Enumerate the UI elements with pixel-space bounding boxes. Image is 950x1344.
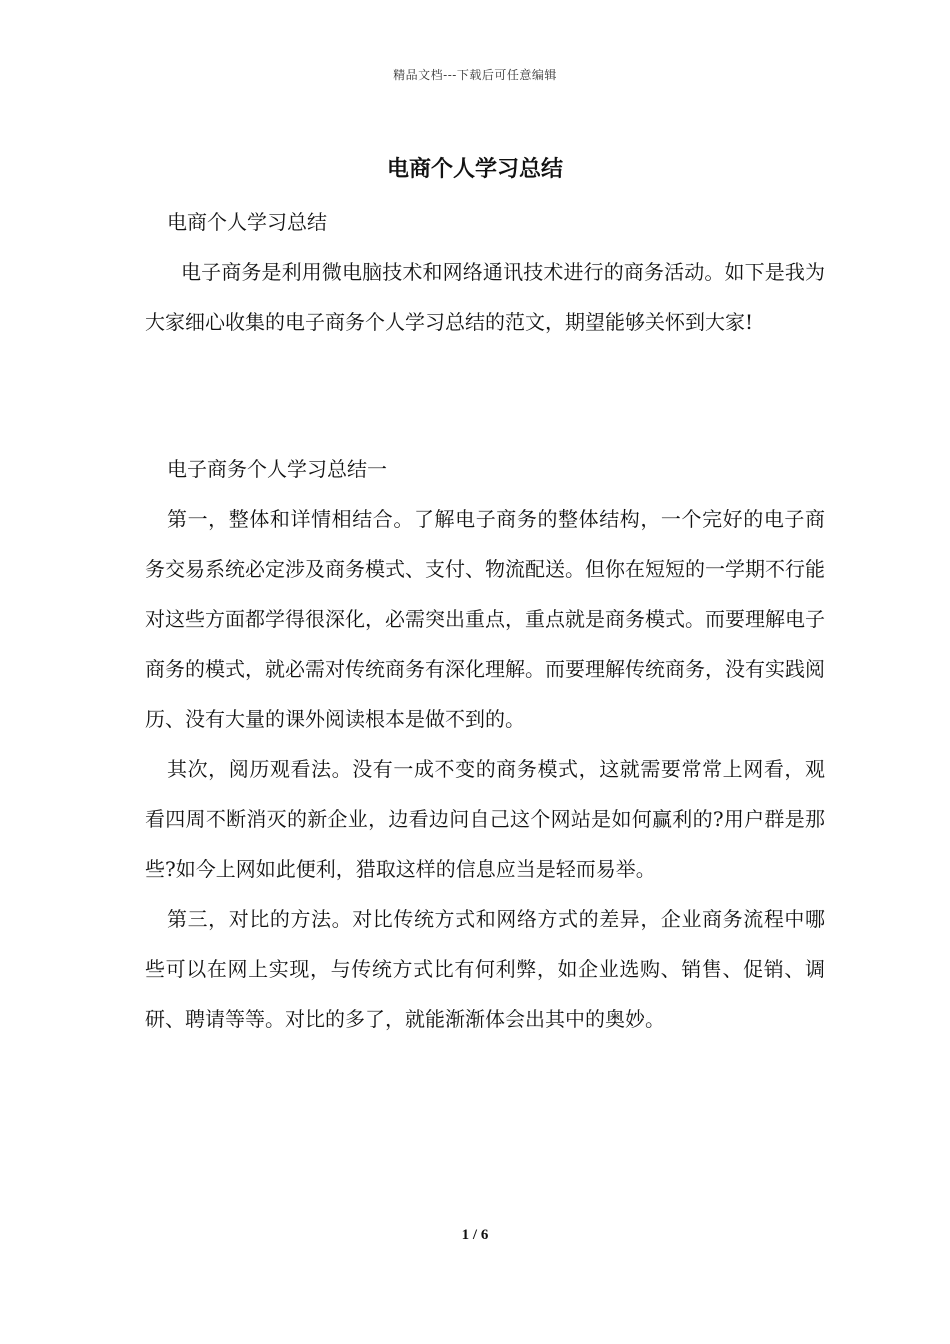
- document-title: 电商个人学习总结: [386, 156, 563, 182]
- paragraph-third: 第三，对比的方法。对比传统方式和网络方式的差异，企业商务流程中哪些可以在网上实现，与传统方式比有何利弊，如企业选购、销售、促销、调研、聘请等等。对比的多了，就能渐渐体会出其中的奥妙。: [145, 907, 825, 1031]
- section-body: [145, 444, 825, 1044]
- section-heading: 电子商务个人学习总结一: [167, 457, 387, 481]
- intro-paragraph: 电子商务是利用微电脑技术和网络通讯技术进行的商务活动。如下是我为大家细心收集的电子商务个人学习总结的范文，期望能够关怀到大家!: [145, 260, 825, 334]
- paragraph-second: 其次，阅历观看法。没有一成不变的商务模式，这就需要常常上网看，观看四周不断消灭的新企业，边看边问自己这个网站是如何赢利的?用户群是那些?如今上网如此便利，猎取这样的信息应当是轻而易举。: [145, 757, 825, 881]
- document-body: [145, 197, 825, 347]
- header-note: 精品文档---下载后可任意编辑: [393, 68, 557, 82]
- document-subtitle: 电商个人学习总结: [167, 210, 327, 234]
- page-number: 1 / 6: [461, 1227, 489, 1243]
- paragraph-first: 第一，整体和详情相结合。了解电子商务的整体结构，一个完好的电子商务交易系统必定涉及商务模式、支付、物流配送。但你在短短的一学期不行能对这些方面都学得很深化，必需突出重点，重点就是商务模式。而要理解电子商务的模式，就必需对传统商务有深化理解。而要理解传统商务，没有实践阅历、没有大量的课外阅读根本是做不到的。: [145, 507, 825, 731]
